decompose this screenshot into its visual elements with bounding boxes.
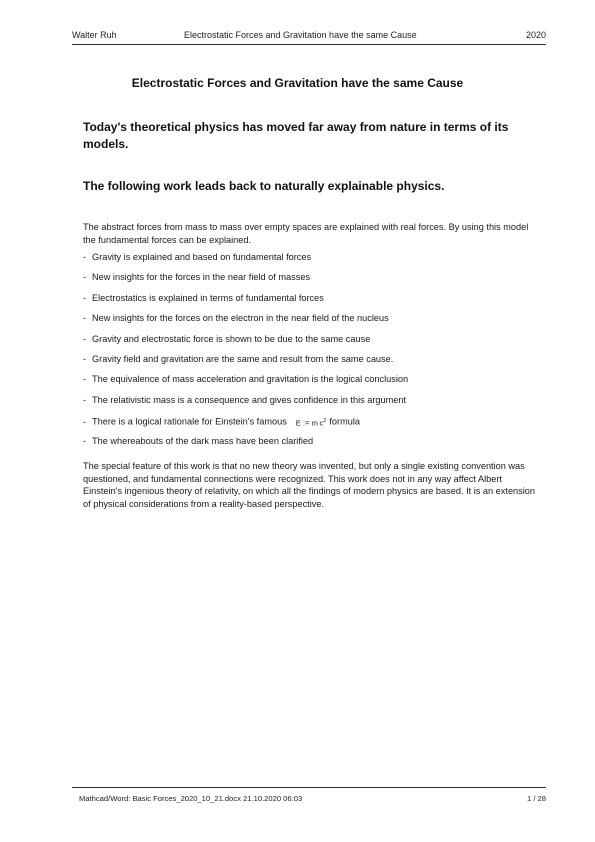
bullet-marker: - <box>83 416 87 427</box>
bullet-marker: - <box>83 353 87 364</box>
page-number: 1 / 28 <box>527 794 546 803</box>
list-item-text: Gravity and electrostatic force is shown to be due to the same cause <box>92 333 371 344</box>
list-item <box>83 333 541 353</box>
closing-paragraph: The special feature of this work is that no new theory was invented, but only a single existing convention was questioned, and fundamental connections were recognized. This work does not in any way affect Albert Einstein's ingenious theory of relativity, on which all the findings of modern physics are based. It is an extension of physical considerations from a reality-based perspective. <box>83 461 536 509</box>
formula-exponent: 2 <box>323 418 327 425</box>
list-item <box>83 414 541 434</box>
footer-divider <box>72 787 546 788</box>
bullet-marker: - <box>83 394 87 405</box>
list-item <box>83 435 541 455</box>
bullet-marker: - <box>83 313 87 324</box>
list-item <box>83 373 541 393</box>
list-item-text: The equivalence of mass acceleration and gravitation is the logical conclusion <box>92 374 409 385</box>
lead-statement-2: The following work leads back to naturally explainable physics. <box>83 179 445 193</box>
list-item <box>83 292 541 312</box>
list-item <box>83 271 541 291</box>
list-item <box>83 353 541 373</box>
header-author: Walter Ruh <box>72 30 117 40</box>
bullet-marker: - <box>83 333 87 344</box>
list-item <box>83 251 541 271</box>
list-item-text: Electrostatics is explained in terms of fundamental forces <box>92 292 324 303</box>
einstein-formula <box>296 415 327 430</box>
lead-statement-1: Today's theoretical physics has moved far away from nature in terms of its models. <box>83 120 509 151</box>
header-divider <box>72 44 546 45</box>
header-year: 2020 <box>525 30 546 40</box>
page-footer <box>79 794 546 806</box>
bullet-marker: - <box>83 374 87 385</box>
bullet-marker: - <box>83 272 87 283</box>
bullet-marker: - <box>83 252 87 262</box>
claims-list <box>83 251 541 455</box>
list-item-text: Gravity field and gravitation are the same and result from the same cause. <box>92 353 394 364</box>
list-item-text: New insights for the forces on the electron in the near field of the nucleus <box>92 313 389 324</box>
formula-suffix: formula <box>329 416 360 427</box>
list-item-text: The whereabouts of the dark mass have been clarified <box>92 435 314 446</box>
document-title: Electrostatic Forces and Gravitation have the same Cause <box>131 76 464 90</box>
bullet-marker: - <box>83 435 87 446</box>
page-header <box>72 30 546 44</box>
list-item <box>83 312 541 332</box>
header-title: Electrostatic Forces and Gravitation have the same Cause <box>184 30 417 40</box>
formula-base: c <box>319 418 324 428</box>
footer-source: Mathcad/Word: Basic Forces_2020_10_21.docx 21.10.2020 06:03 <box>79 794 303 803</box>
list-item-text: Gravity is explained and based on fundamental forces <box>92 252 312 262</box>
list-item-text: The relativistic mass is a consequence and gives confidence in this argument <box>92 394 407 405</box>
list-item-text: There is a logical rationale for Einstein's famous <box>92 416 287 427</box>
bullet-marker: - <box>83 292 87 303</box>
list-item-text: New insights for the forces in the near field of masses <box>92 272 311 283</box>
list-item <box>83 394 541 414</box>
intro-paragraph: The abstract forces from mass to mass over empty spaces are explained with real forces. By using this model the fundamental forces can be explained. <box>83 222 529 245</box>
formula-lhs: E := m <box>295 418 318 428</box>
